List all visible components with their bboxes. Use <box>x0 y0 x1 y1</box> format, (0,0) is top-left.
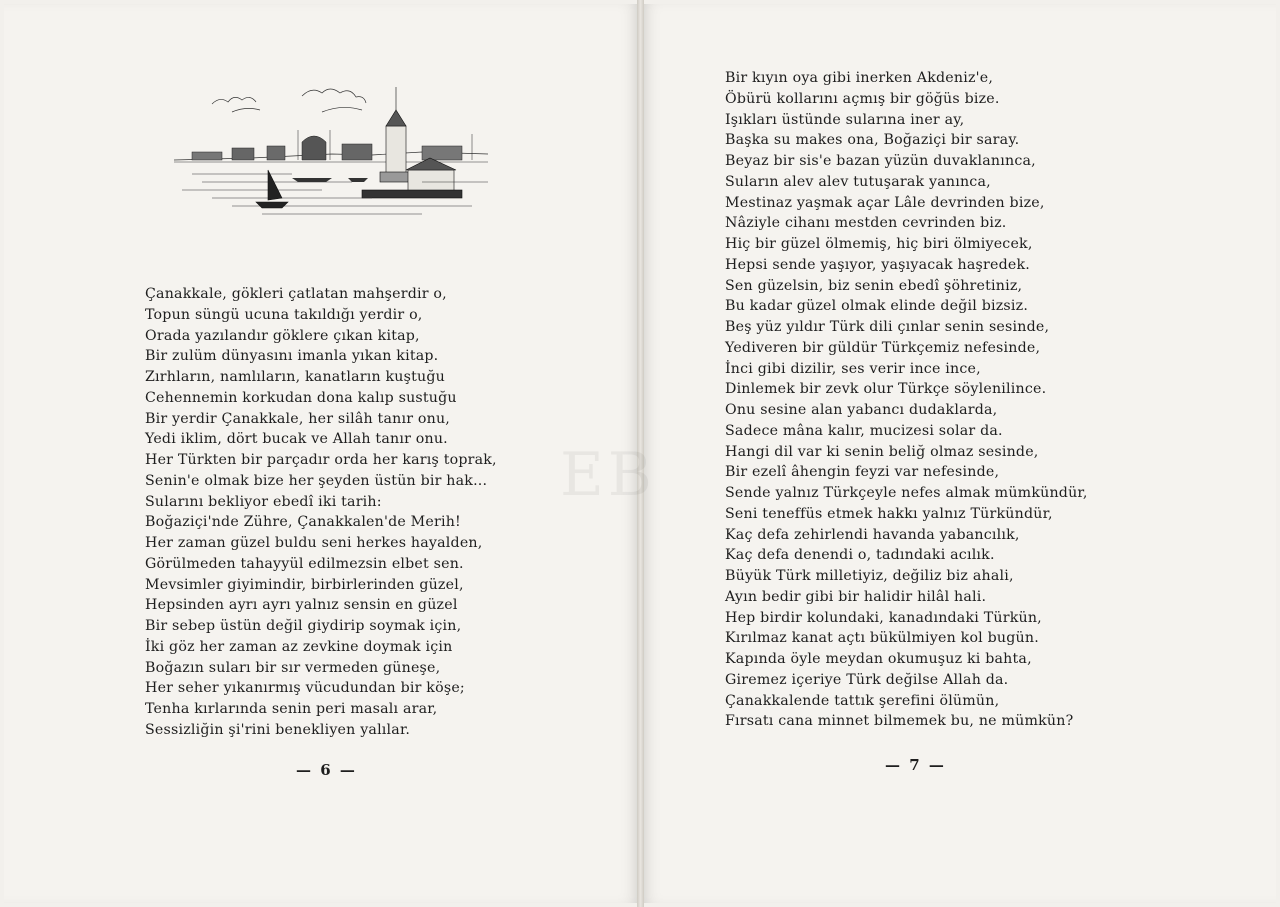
poem-line: Giremez içeriye Türk değilse Allah da. <box>725 671 1009 688</box>
poem-line: Başka su makes ona, Boğaziçi bir saray. <box>725 132 1020 149</box>
poem-line: Bir sebep üstün değil giydirip soymak için, <box>145 618 462 634</box>
poem-line: Boğaziçi'nde Zühre, Çanakkalen'de Merih! <box>145 514 461 531</box>
poem-line: Fırsatı cana minnet bilmemek bu, ne mümkün? <box>725 713 1074 730</box>
poem-line: Kaç defa denendi o, tadındaki acılık. <box>725 547 995 564</box>
poem-line: Hep birdir kolundaki, kanadındaki Türkün, <box>725 609 1042 626</box>
poem-line: Beş yüz yıldır Türk dili çınlar senin sesinde, <box>725 319 1050 335</box>
poem-line: Her zaman güzel buldu seni herkes hayalden, <box>145 535 483 551</box>
poem-line: Kaç defa zehirlendi havanda yabancılık, <box>725 526 1020 543</box>
poem-line: Ayın bedir gibi bir halidir hilâl hali. <box>725 588 987 605</box>
poem-line: Kırılmaz kanat açtı bükülmiyen kol bugün. <box>725 630 1039 647</box>
left-poem <box>145 284 497 741</box>
poem-line: Çanakkale, gökleri çatlatan mahşerdir o, <box>145 286 447 302</box>
poem-line: Onu sesine alan yabancı dudaklarda, <box>725 402 998 418</box>
poem-line: Büyük Türk milletiyiz, değiliz biz ahali, <box>725 568 1014 584</box>
poem-line: İnci gibi dizilir, ses verir ince ince, <box>725 360 981 377</box>
poem-line: Her Türkten bir parçadır orda her karış toprak, <box>145 452 497 468</box>
watermark: EB <box>560 440 656 510</box>
poem-line: Sularını bekliyor ebedî iki tarih: <box>145 493 382 510</box>
poem-line: Seni teneffüs etmek hakkı yalnız Türkündür, <box>725 505 1053 522</box>
poem-line: Mestinaz yaşmak açar Lâle devrinden bize, <box>725 194 1045 211</box>
poem-line: Hepsinden ayrı ayrı yalnız sensin en güzel <box>145 597 458 614</box>
poem-line: Yediveren bir güldür Türkçemiz nefesinde, <box>725 339 1041 356</box>
poem-line: Sessizliğin şi'rini benekliyen yalılar. <box>145 721 411 738</box>
poem-line: Bu kadar güzel olmak elinde değil bizsiz. <box>725 298 1029 315</box>
poem-line: Tenha kırlarında senin peri masalı arar, <box>145 701 438 717</box>
poem-line: Sen güzelsin, biz senin ebedî şöhretiniz, <box>725 277 1023 294</box>
poem-line: Topun süngü ucuna takıldığı yerdir o, <box>145 306 423 323</box>
poem-line: Cehennemin korkudan dona kalıp sustuğu <box>145 389 457 406</box>
poem-line: Dinlemek bir zevk olur Türkçe söylenilince. <box>725 381 1047 398</box>
poem-line: Senin'e olmak bize her şeyden üstün bir hak... <box>145 472 488 489</box>
poem-line: Beyaz bir sis'e bazan yüzün duvaklanınca, <box>725 153 1036 169</box>
poem-line: Görülmeden tahayyül edilmezsin elbet sen. <box>145 555 464 572</box>
page-number-right: — 7 — <box>885 756 946 774</box>
poem-line: Zırhların, namlıların, kanatların kuştuğu <box>145 369 445 385</box>
poem-line: İki göz her zaman az zevkine doymak için <box>145 638 453 655</box>
poem-line: Hepsi sende yaşıyor, yaşıyacak haşredek. <box>725 256 1030 273</box>
poem-line: Nâziyle cihanı mestden cevrinden biz. <box>725 215 1007 232</box>
poem-line: Bir kıyın oya gibi inerken Akdeniz'e, <box>725 70 994 86</box>
poem-line: Öbürü kollarını açmış bir göğüs bize. <box>725 90 1000 107</box>
poem-line: Mevsimler giyimindir, birbirlerinden güzel, <box>145 576 464 593</box>
poem-line: Her seher yıkanırmış vücudundan bir köşe; <box>145 680 465 697</box>
poem-line: Bir ezelî âhengin feyzi var nefesinde, <box>725 464 1000 481</box>
poem-line: Sende yalnız Türkçeyle nefes almak mümkündür, <box>725 485 1088 501</box>
page-number-left: — 6 — <box>296 761 357 779</box>
poem-line: Hiç bir güzel ölmemiş, hiç biri ölmiyecek, <box>725 236 1033 252</box>
poem-line: Suların alev alev tutuşarak yanınca, <box>725 173 991 190</box>
poem-line: Hangi dil var ki senin beliğ olmaz sesinde, <box>725 443 1039 460</box>
poem-line: Kapında öyle meydan okumuşuz ki bahta, <box>725 651 1032 667</box>
right-poem <box>725 68 1088 732</box>
poem-line: Bir yerdir Çanakkale, her silâh tanır onu, <box>145 410 451 427</box>
poem-line: Işıkları üstünde sularına iner ay, <box>725 111 965 128</box>
poem-line: Yedi iklim, dört bucak ve Allah tanır onu. <box>145 431 448 448</box>
poem-line: Boğazın suları bir sır vermeden güneşe, <box>145 659 441 676</box>
poem-line: Sadece mâna kalır, mucizesi solar da. <box>725 422 1003 439</box>
poem-line: Bir zulüm dünyasını imanla yıkan kitap. <box>145 348 439 365</box>
poem-line: Çanakkalende tattık şerefini ölümün, <box>725 692 1000 709</box>
istanbul-maiden-tower-illustration <box>172 82 490 217</box>
poem-line: Orada yazılandır göklere çıkan kitap, <box>145 327 420 344</box>
